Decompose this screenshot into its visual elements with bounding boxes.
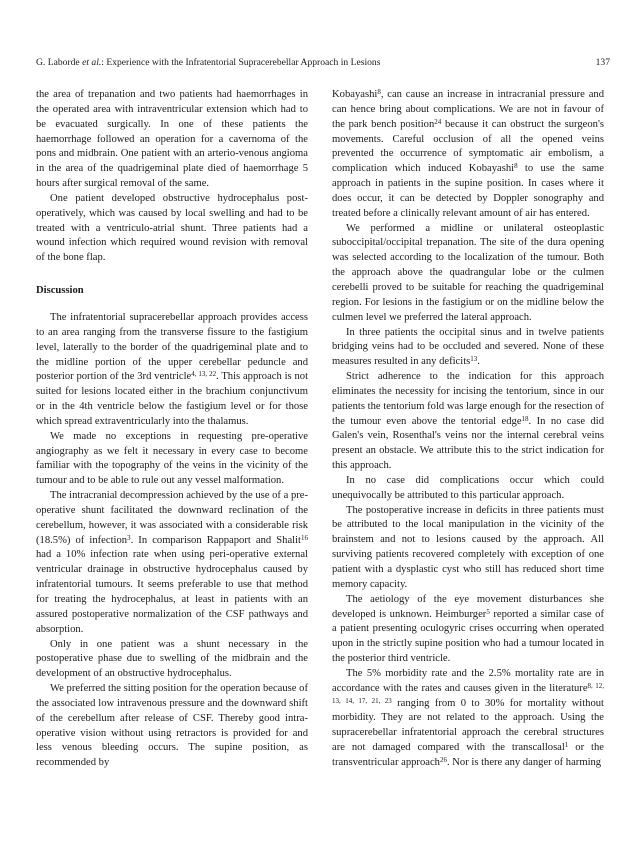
paragraph: We preferred the sitting position for the operation because of the associated low intravenous pressure and the downward shift of the cerebellum after release of CSF. Thereby good intra-operative vision without using retractors is provided for and less venous bleeding occurs. The supine position, as recommended by <box>36 683 308 769</box>
citation: 8, 12, 13, 14, 17, 21, 23 <box>332 681 605 705</box>
paragraph: The infratentorial supracerebellar approach provides access to an area ranging from the transverse fissure to the fastigium level, laterally to the border of the quadrigeminal plate and to the midline portion of the upper cerebellar peduncle and posterior portion of the 3rd ventricle$^{4, 13, 22}$. This approach is not suited for lesions located either in the brachium conjunctivum or in the 4th ventricle below the fastigium level or for those which spread extraventricularly into the thalamus. <box>36 311 309 427</box>
citation: 13 <box>470 355 478 364</box>
paragraph: Strict adherence to the indication for this approach eliminates the necessity for incising the tentorium, since in our patients the tentorium fold was large enough for the resection of the tumour even above the tentorial edge$^{18}$. In no case did Galen's vein, Rosenthal's veins nor the internal cerebral veins present an obstacle. We attribute this to the strict indication for this approach. <box>332 371 604 472</box>
paragraph: We made no exceptions in requesting pre-operative angiography as we felt it necessary in every case to become familiar with the topography of the veins in the vicinity of the tumour and to be able to rule out any vessel malformation. <box>36 430 308 487</box>
citation: 3 <box>127 533 131 542</box>
paragraph: In no case did complications occur which could unequivocally be attributed to this particular approach. <box>332 474 604 501</box>
paragraph: The aetiology of the eye movement disturbances she developed is unknown. Heimburger$^5$ reported a similar case of a patient presenting oculogyric crises occurring when operated upon in the strictly supine position who had a tumour located in the posterior third ventricle. <box>332 593 604 665</box>
paragraph: The intracranial decompression achieved by the use of a pre-operative shunt facilitated the downward reclination of the cerebellum, however, it was associated with a considerable risk (18.5%) of infection$^3$. In comparison Rappaport and Shalit$^{16}$ had a 10% infection rate when using peri-operative external ventricular drainage in obstructive hydrocephalus caused by infratentorial tumours. It seems preferable to use that method for treating the hydrocephalus, at least in patients with an assured postoperative normalization of the CSF pathways and absorption. <box>36 490 308 635</box>
left-column <box>36 88 308 771</box>
citation: 18 <box>521 414 529 423</box>
citation: 5 <box>486 607 490 616</box>
citation: 16 <box>301 533 308 542</box>
citation: 8 <box>514 162 518 171</box>
running-title-italic: et al. <box>82 57 102 68</box>
paragraph: the area of trepanation and two patients had haemorrhages in the operated area with intraventricular extension which had to be evacuated surgically. In one of these patients the haemorrhage followed an operation for a cavernoma of the pons and midbrain. One patient with an arterio-venous angioma in the area of the quadrigeminal plate died of haemorrhage 5 hours after surgical removal of the same. <box>36 89 308 190</box>
paragraph: The 5% morbidity rate and the 2.5% mortality rate are in accordance with the rates and causes given in the literature$^{8, 12, 13, 14, 17, 21, 23}$ ranging from 0 to 30% for mortality without morbidity. They are not related to the approach. Using the supracerebellar infratentorial approach the cerebral structures are not damaged compared with the transcallosal$^1$ or the transventricular approach$^{26}$. Nor is there any danger of harming <box>332 667 605 768</box>
citation: 1 <box>564 741 569 750</box>
paragraph: One patient developed obstructive hydrocephalus post-operatively, which was caused by local swelling and had to be treated with a ventriculo-atrial shunt. Three patients had a wound infection which required wound revision with removal of the bone flap. <box>36 192 308 264</box>
citation: 8 <box>377 88 381 96</box>
page-number: 137 <box>595 57 610 68</box>
paragraph: Kobayashi$^8$, can cause an increase in intracranial pressure and can hence bring about complications. We are not in favour of the park bench position$^{24}$ because it can obstruct the surgeon's movements. Careful occlusion of all the opened veins prevented the occurrence of symptomatic air embolism, a complication which induced Kobayashi$^8$ to use the same approach in patients in the supine position. In cases where it does occur, it can be detected by Doppler sonography and treated before a clinically relevant amount of air has entered. <box>332 88 604 219</box>
right-column <box>332 88 604 771</box>
citation: 4, 13, 22 <box>191 370 217 379</box>
citation: 26 <box>439 755 447 764</box>
paragraph: In three patients the occipital sinus and in twelve patients bridging veins had to be occluded and severed. None of these measures resulted in any deficits$^{13}$. <box>332 326 604 368</box>
citation: 24 <box>434 117 442 126</box>
paragraph: Only in one patient was a shunt necessary in the postoperative phase due to swelling of the midbrain and the development of an obstructive hydrocephalus. <box>36 638 308 680</box>
running-head <box>36 57 610 68</box>
running-title: G. Laborde et al.: Experience with the Infratentorial Supracerebellar Approach in Lesions <box>36 57 381 68</box>
section-heading-discussion: Discussion <box>36 285 84 297</box>
paragraph: We performed a midline or unilateral osteoplastic suboccipital/occipital trepanation. The site of the dura opening was selected according to the localization of the tumour. Both the approach above the quadrangular lobe or the culmen cerebelli proved to be suitable for reaching the quadrigeminal region. For lesions in the fastigium or on the midline below the culmen level we preferred the lateral approach. <box>332 222 604 323</box>
paragraph: The postoperative increase in deficits in three patients must be attributed to the local manipulation in the vicinity of the brainstem and not to lesions caused by the approach. All surviving patients recovered completely with exception of one patient with a dysplastic cyst who still has reduced short time memory capacity. <box>332 504 604 590</box>
